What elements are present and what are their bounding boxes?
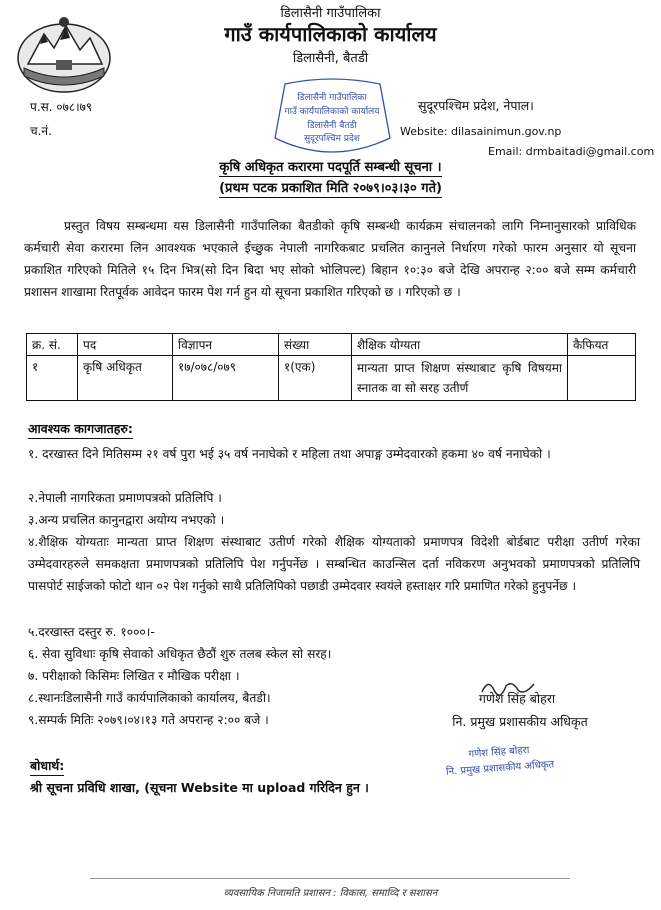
- col-post: पद: [78, 334, 173, 356]
- table-header-row: [27, 334, 636, 356]
- cell-qualification: मान्यता प्राप्त शिक्षण संस्थाबाट कृषि विषयमा स्नातक वा सो सरह उतीर्ण: [352, 356, 568, 401]
- cc-line: श्री सूचना प्रविधि शाखा, (सूचना Website मा upload गरिदिन हुन ।: [30, 780, 369, 795]
- signatory-title: नि. प्रमुख प्रशासकीय अधिकृत: [452, 714, 588, 729]
- document-item-1: १. दरखास्त दिने मितिसम्म २१ वर्ष पुरा भई ३५ वर्ष ननाघेको र महिला तथा अपाङ्ग उम्मेदवारको हकमा ४० वर्ष ननाघेको ।: [28, 447, 551, 461]
- municipality-name: डिलासैनी गाउँपालिका: [280, 6, 381, 21]
- footer-motto: व्यवसायिक निजामति प्रशासन : विकास, समाव्दि र सशासन: [223, 888, 438, 899]
- office-address: डिलासैनी, बैतडी: [292, 51, 369, 66]
- seal-line2: गाउँ कार्यपालिकाको कार्यालय: [284, 107, 380, 117]
- cc-heading: [30, 757, 64, 776]
- signatory-stamp: [439, 741, 562, 794]
- subject-title: कृषि अधिकृत करारमा पदपूर्ति सम्बन्धी सूचना ।: [219, 157, 441, 177]
- seal-line1: डिलासैनी गाउँपालिका: [297, 93, 367, 103]
- col-sn: क्र. सं.: [27, 334, 78, 356]
- province-name: सुदूरपश्चिम प्रदेश, नेपाल।: [418, 98, 534, 113]
- website: Website: dilasainimun.gov.np: [400, 125, 562, 138]
- subject-line: [0, 157, 661, 177]
- signatory-name: गणेश सिंह बोहरा: [478, 691, 556, 706]
- dispatch-number: च.नं.: [30, 124, 52, 138]
- table-row: [27, 356, 636, 401]
- document-item-8: ८.स्थानःडिलासैनी गाउँ कार्यपालिकाको कार्यालय, बैतडी।: [28, 691, 271, 705]
- stamp-name: गणेश सिंह बोहरा: [468, 744, 530, 761]
- cell-advertisement: १७/०७८/०७९: [173, 356, 279, 401]
- col-qualification: शैक्षिक योग्यता: [352, 334, 568, 356]
- seal-line3: डिलासैनी बैतडी: [307, 121, 357, 131]
- documents-heading: [28, 420, 133, 439]
- documents-heading-text: आवश्यक कागजातहरु:: [28, 420, 133, 439]
- cell-remarks: [568, 356, 636, 401]
- office-title: गाउँ कार्यपालिकाको कार्यालय: [224, 22, 437, 46]
- body-paragraph: प्रस्तुत विषय सम्बन्धमा यस डिलासैनी गाउँपालिका बैतडीको कृषि सम्बन्धी कार्यक्रम संचालनको लागि निम्नानुसारको प्राविधिक कर्मचारी सेवा करारमा लिन आवश्यक भएकाले ईच्छुक नेपाली नागरिकबाट प्रचलित कानुनले निर्धारण गरेको फारम अनुसार यो सूचना प्रकाशित गरिएको मितिले १५ दिन भित्र(सो दिन बिदा भए सोको भोलिपल्ट) बिहान १०:३० बजे देखि अपरान्ह २:०० बजे सम्म कर्मचारी प्रशासन शाखामा रितपूर्वक आवेदन फारम पेश गर्न हुन यो सूचना प्रकाशित गरिएको छ । गरिएको छ ।: [24, 219, 636, 299]
- reference-number: प.स. ०७८।७९: [30, 100, 93, 114]
- vacancy-table: [26, 333, 636, 401]
- cell-count: १(एक): [279, 356, 352, 401]
- email: Email: drmbaitadi@gmail.com: [488, 145, 655, 158]
- subject-date-line: [0, 178, 661, 198]
- document-item-5: ५.दरखास्त दस्तुर रु. १०००।-: [28, 625, 155, 639]
- document-item-2: २.नेपाली नागरिकता प्रमाणपत्रको प्रतिलिपि ।: [28, 491, 222, 505]
- stamp-title: नि. प्रमुख प्रशासकीय अधिकृत: [445, 759, 555, 778]
- document-item-7: ७. परीक्षाको किसिमः लिखित र मौखिक परीक्षा ।: [28, 669, 240, 683]
- seal-line4: सुदूरपश्चिम प्रदेश: [304, 134, 360, 144]
- col-count: संख्या: [279, 334, 352, 356]
- document-item-3: ३.अन्य प्रचलित कानुनद्वारा अयोग्य नभएको ।: [28, 513, 225, 527]
- document-item-4: ४.शैक्षिक योग्यताः मान्यता प्राप्त शिक्षण संस्थाबाट उतीर्ण गरेको शैक्षिक योग्यताको प्रमाणपत्र विदेशी बोर्डबाट परीक्षा उतीर्ण गरेका उम्मेदवारहरुले समकक्षता प्रमाणपत्रको प्रतिलिपि पेश गर्नुपर्नेछ । सम्बन्धित काउन्सिल दर्ता नविकरण अनुभवको प्रमाणपत्रको प्रतिलिपि पासपोर्ट साईजको फोटो थान ०२ पेश गर्नुको साथै प्रतिलिपिको पछाडी उम्मेदवार स्वयंले हस्ताक्षर गरि प्रमाणित गरेको हुनुपर्नेछ ।: [28, 535, 640, 593]
- document-item-6: ६. सेवा सुविधाः कृषि सेवाको अधिकृत छैठौं शुरु तलब स्केल सो सरह।: [28, 647, 332, 661]
- col-remarks: कैफियत: [568, 334, 636, 356]
- cc-heading-text: बोधार्थ:: [30, 757, 64, 776]
- document-item-9: ९.सम्पर्क मितिः २०७९।०४।१३ गते अपरान्ह २:०० बजे ।: [28, 713, 269, 727]
- footer-divider: [90, 878, 570, 879]
- cell-sn: १: [27, 356, 78, 401]
- subject-date: (प्रथम पटक प्रकाशित मिति २०७९।०३।३० गते): [219, 178, 442, 198]
- office-seal-icon: [265, 78, 400, 158]
- cell-post: कृषि अधिकृत: [78, 356, 173, 401]
- col-advertisement: विज्ञापन: [173, 334, 279, 356]
